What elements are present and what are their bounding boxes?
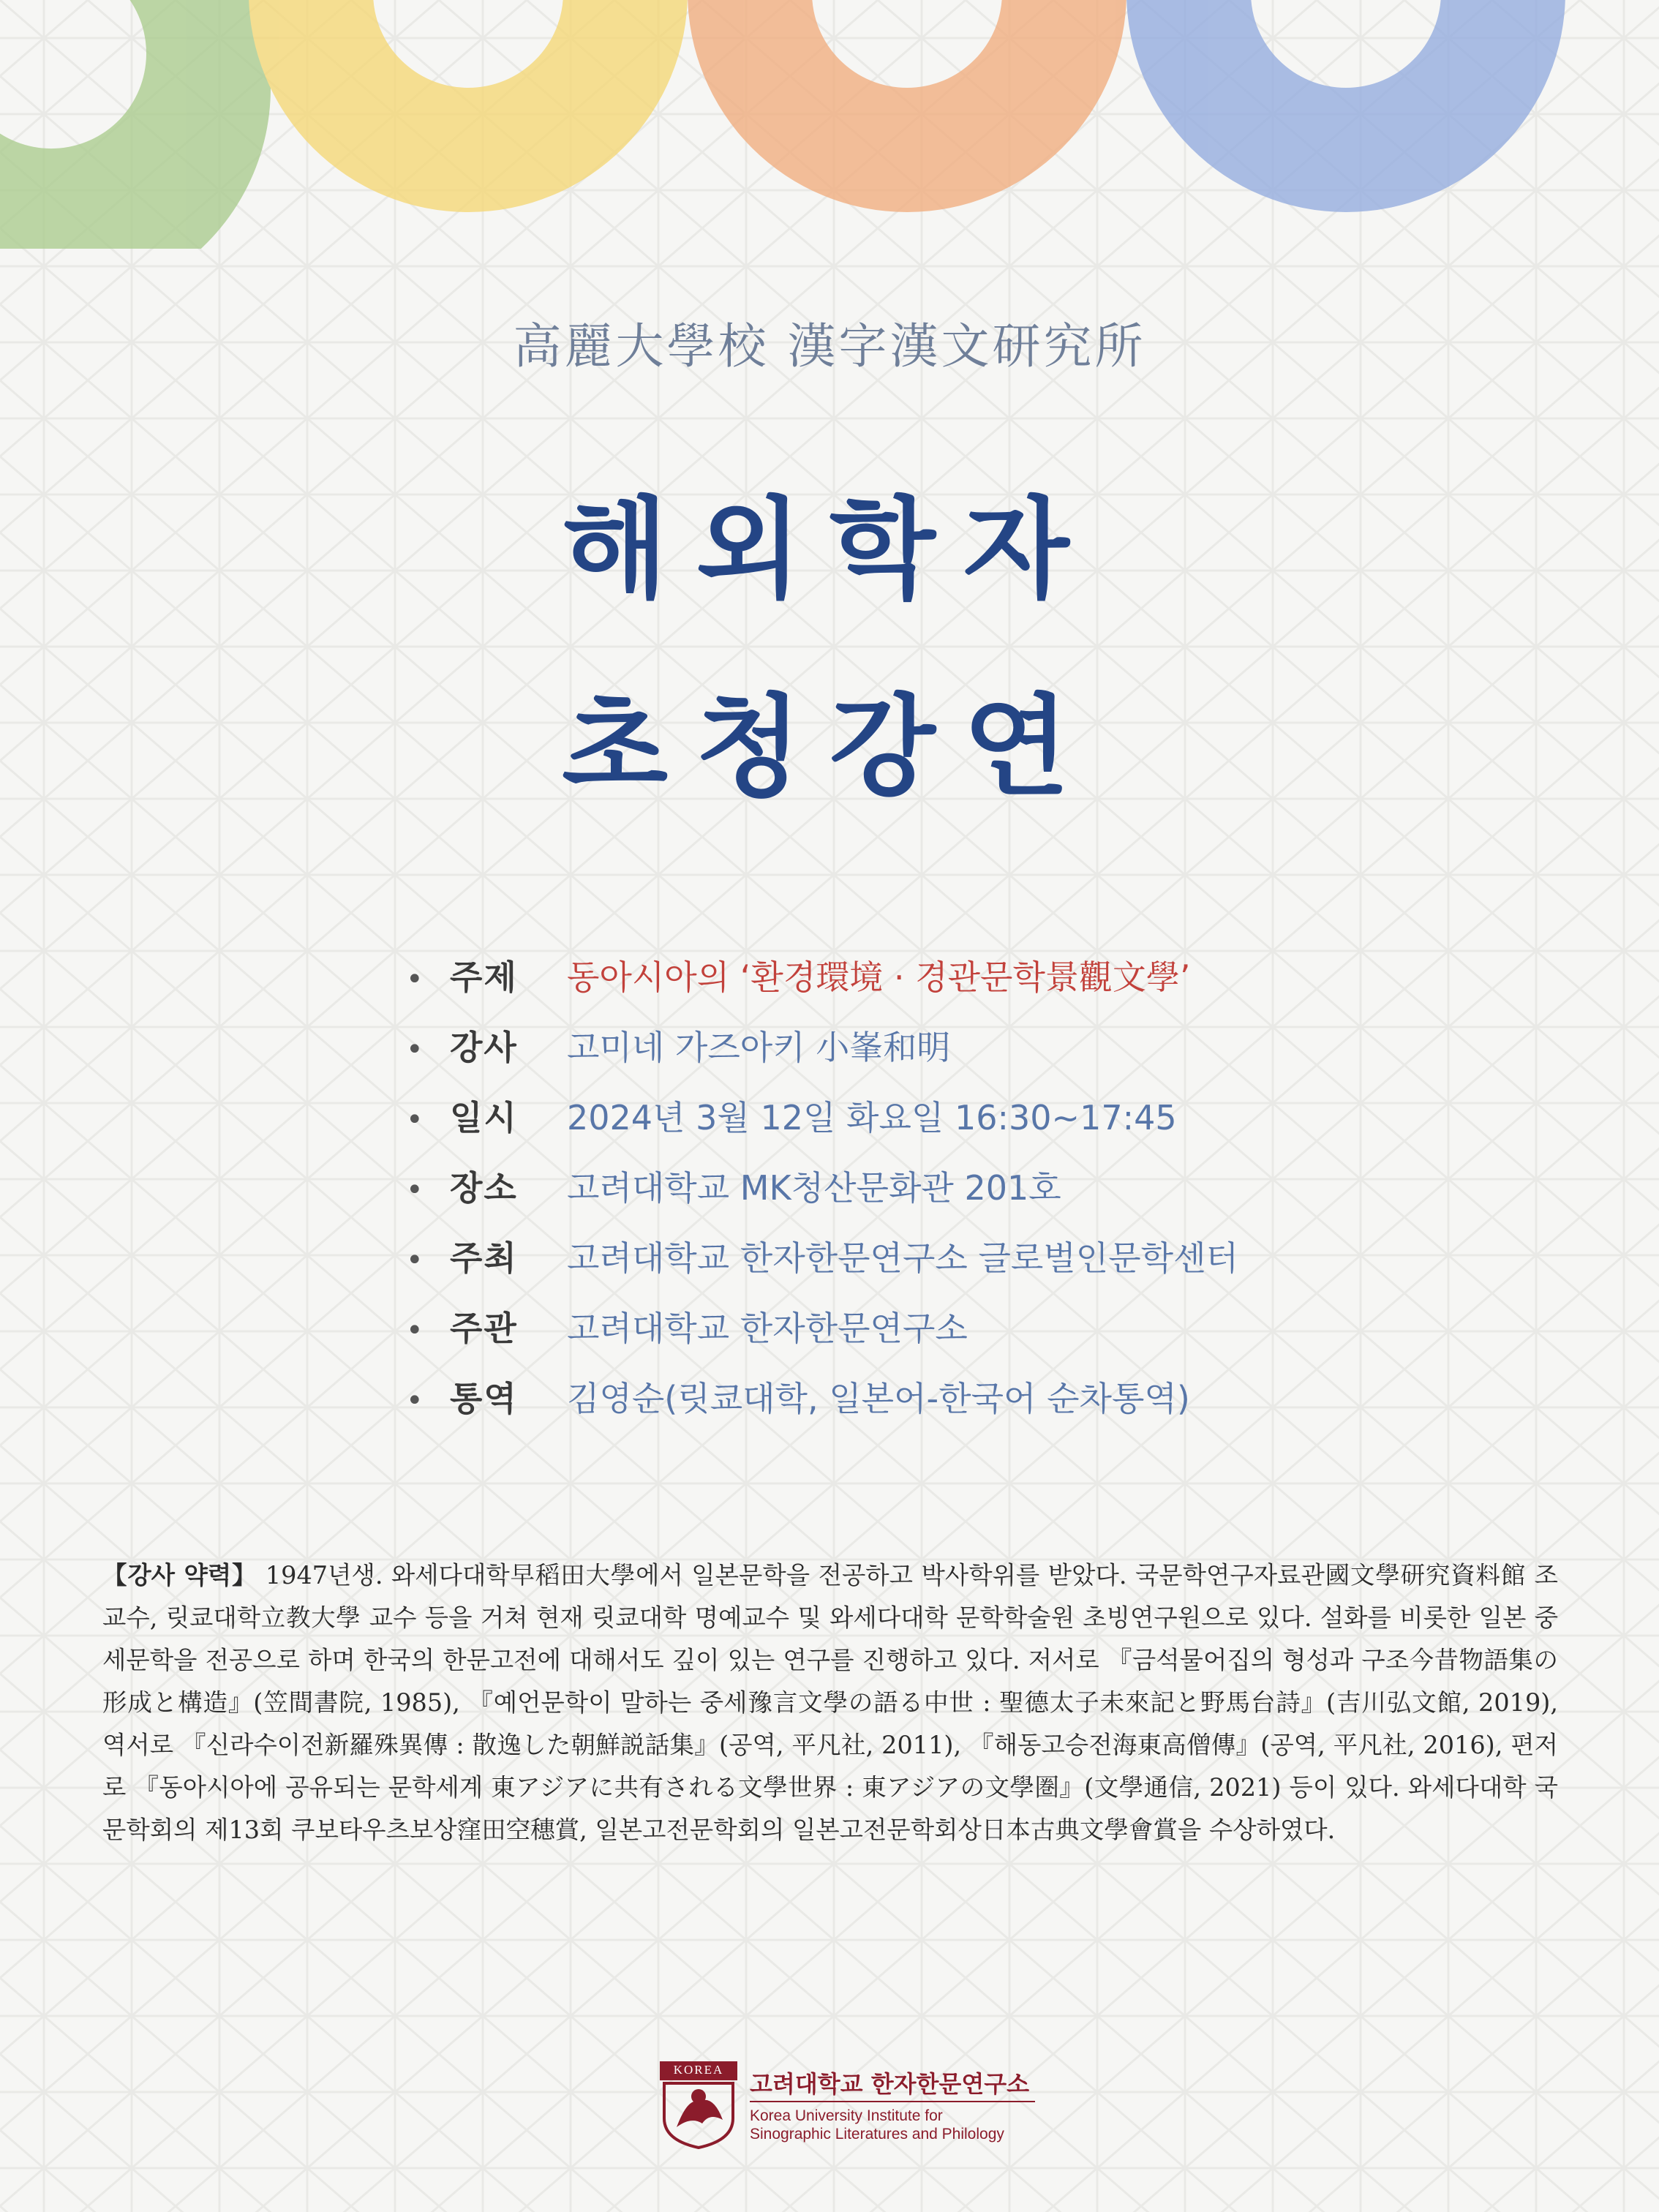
decorative-rings (0, 0, 1659, 249)
info-label: 주최 (450, 1238, 518, 1278)
info-value: 고려대학교 MK청산문화관 201호 (567, 1168, 1061, 1208)
logo-divider (750, 2101, 1035, 2102)
bullet-icon: • (406, 1314, 424, 1347)
bio-text: 1947년생. 와세다대학早稻田大學에서 일본문학을 전공하고 박사학위를 받았다. 국문학연구자료관國文學研究資料館 조교수, 릿쿄대학立教大學 교수 등을 거쳐 현재 릿쿄대학 명예교수 및 와세다대학 문학학술원 초빙연구원으로 있다. 설화를 비롯한 일본 중세문학을 전공으로 하며 한국의 한문고전에 대해서도 깊이 있는 연구를 진행하고 있다. 저서로 『금석물어집의 형성과 구조今昔物語集の形成と構造』(笠間書院, 1985), 『예언문학이 말하는 중세豫言文學の語る中世 : 聖德太子未來記と野馬台詩』(吉川弘文館, 2019), 역서로 『신라수이전新羅殊異傳 : 散逸した朝鮮説話集』(공역, 平凡社, 2011), 『해동고승전海東高僧傳』(공역, 平凡社, 2016), 편저로 『동아시아에 공유되는 문학세계 東アジアに共有される文學世界 : 東アジアの文學圏』(文學通信, 2021) 등이 있다. 와세다대학 국문학회의 제13회 쿠보타우츠보상窪田空穗賞, 일본고전문학회의 일본고전문학회상日本古典文學會賞을 수상하였다. (102, 1561, 1558, 1844)
info-row-host (406, 1232, 1503, 1302)
institute-logo (658, 2061, 1039, 2149)
info-value: 2024년 3월 12일 화요일 16:30~17:45 (567, 1098, 1177, 1137)
bullet-icon: • (406, 1033, 424, 1066)
logo-name-english-line2: Sinographic Literatures and Philology (750, 2126, 1004, 2143)
info-label: 일시 (450, 1098, 518, 1137)
info-label: 주제 (450, 958, 518, 997)
info-row-speaker (406, 1021, 1503, 1091)
orange-ring (688, 0, 1126, 212)
green-ring (0, 0, 271, 249)
info-row-interpretation (406, 1372, 1503, 1442)
title-line-2: 초청강연 (562, 684, 1097, 811)
bullet-icon: • (406, 1244, 424, 1277)
institute-name: 高麗大學校 漢字漢文研究所 (513, 318, 1146, 375)
yellow-ring (249, 0, 688, 212)
emblem-label: KOREA (673, 2063, 724, 2077)
info-value: 고미네 가즈아키 小峯和明 (567, 1028, 951, 1067)
info-row-topic (406, 951, 1503, 1021)
bio-heading: 【강사 약력】 (102, 1561, 257, 1590)
info-row-venue (406, 1162, 1503, 1232)
speaker-biography (102, 1554, 1558, 1851)
blue-ring (1126, 0, 1565, 212)
info-value: 고려대학교 한자한문연구소 글로벌인문학센터 (567, 1238, 1238, 1278)
bullet-icon: • (406, 1173, 424, 1207)
info-label: 장소 (450, 1168, 518, 1208)
info-value: 김영순(릿쿄대학, 일본어-한국어 순차통역) (567, 1379, 1190, 1418)
info-label: 주관 (450, 1309, 518, 1348)
bullet-icon: • (406, 1103, 424, 1137)
logo-name-korean: 고려대학교 한자한문연구소 (750, 2070, 1030, 2098)
title-line-1: 해외학자 (562, 486, 1097, 614)
info-value: 동아시아의 ‘환경環境 · 경관문학景觀文學’ (567, 958, 1191, 997)
logo-name-english-line1: Korea University Institute for (750, 2107, 943, 2124)
info-row-datetime (406, 1091, 1503, 1162)
bullet-icon: • (406, 1384, 424, 1418)
logo-name-english (750, 2107, 1042, 2143)
info-value: 고려대학교 한자한문연구소 (567, 1309, 968, 1348)
event-info-list (406, 951, 1503, 1442)
info-label: 강사 (450, 1028, 518, 1067)
bullet-icon: • (406, 963, 424, 996)
info-label: 통역 (450, 1379, 518, 1418)
info-row-organizer (406, 1302, 1503, 1372)
